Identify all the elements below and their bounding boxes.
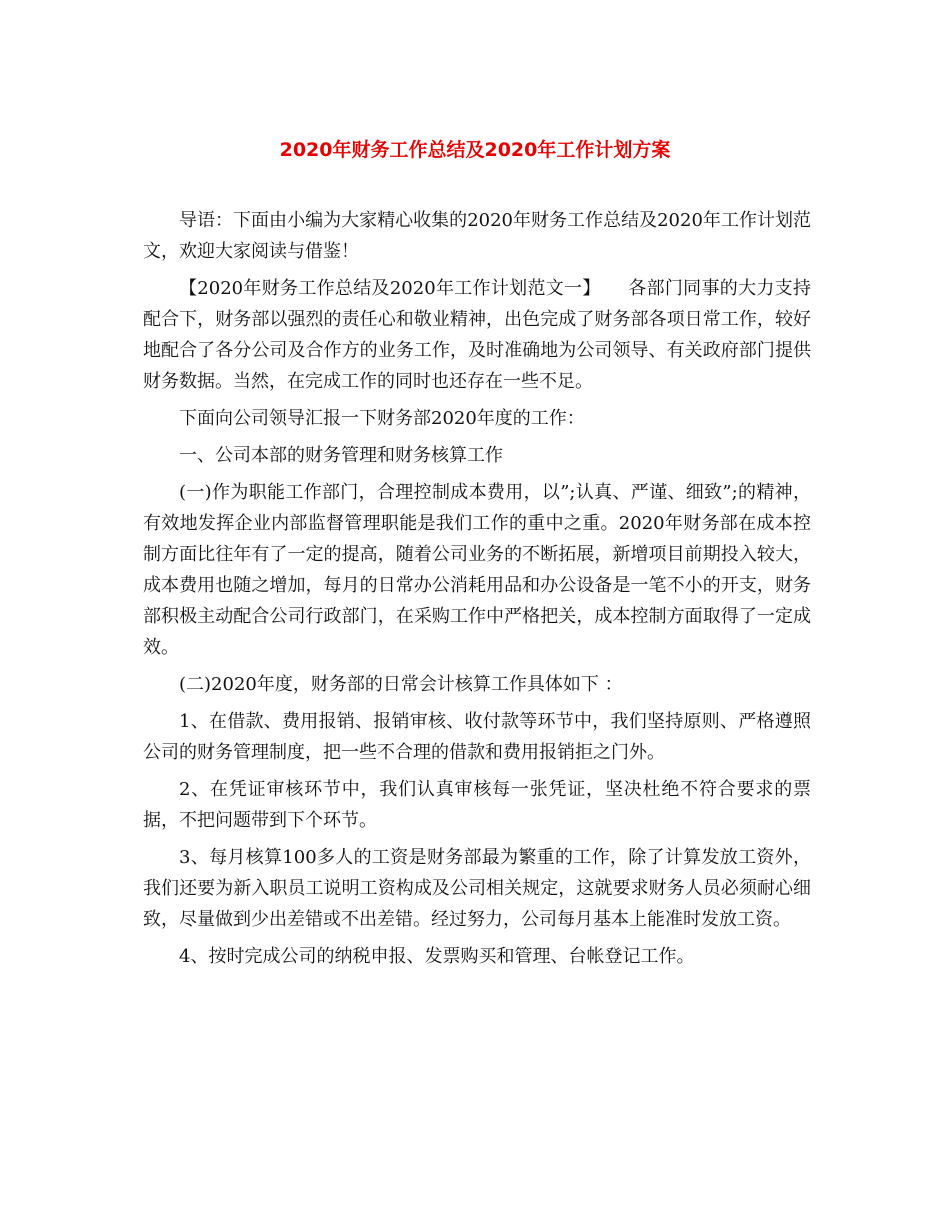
paragraph-cost-control: (一)作为职能工作部门，合理控制成本费用，以”;认真、严谨、细致”;的精神，有效地发挥企业内部监督管理职能是我们工作的重中之重。2020年财务部在成本控制方面比往年有了一定的提高，随着公司业务的不断拓展，新增项目前期投入较大，成本费用也随之增加，每月的日常办公消耗用品和办公设备是一笔不小的开支，财务部积极主动配合公司行政部门，在采购工作中严格把关，成本控制方面取得了一定成效。: [143, 482, 811, 658]
paragraph-accounting-lead: (二)2020年度，财务部的日常会计核算工作具体如下 ：: [179, 674, 623, 695]
list-item-3: 3、每月核算100多人的工资是财务部最为繁重的工作，除了计算发放工资外，我们还要为新入职员工说明工资构成及公司相关规定，这就要求财务人员必须耐心细致，尽量做到少出差错或不出差错。经过努力，公司每月基本上能准时发放工资。: [143, 847, 811, 930]
document-body: [143, 205, 811, 978]
list-item-4: 4、按时完成公司的纳税申报、发票购买和管理、台帐登记工作。: [179, 946, 695, 967]
paragraph-intro: 导语：下面由小编为大家精心收集的2020年财务工作总结及2020年工作计划范文，欢迎大家阅读与借鉴！: [143, 210, 811, 262]
section-heading-one: 一、公司本部的财务管理和财务核算工作: [179, 445, 503, 466]
list-item-1: 1、在借款、费用报销、报销审核、收付款等环节中，我们坚持原则、严格遵照公司的财务管理制度，把一些不合理的借款和费用报销拒之门外。: [143, 711, 811, 763]
paragraph-sample-one: 【2020年财务工作总结及2020年工作计划范文一】 各部门同事的大力支持配合下，财务部以强烈的责任心和敬业精神，出色完成了财务部各项日常工作，较好地配合了各分公司及合作方的业务工作，及时准确地为公司领导、有关政府部门提供财务数据。当然，在完成工作的同时也还存在一些不足。: [143, 278, 811, 392]
document-title: 2020年财务工作总结及2020年工作计划方案: [279, 139, 671, 161]
paragraph-report-lead: 下面向公司领导汇报一下财务部2020年度的工作：: [179, 408, 585, 429]
list-item-2: 2、在凭证审核环节中，我们认真审核每一张凭证，坚决杜绝不符合要求的票据，不把问题带到下个环节。: [143, 779, 811, 831]
